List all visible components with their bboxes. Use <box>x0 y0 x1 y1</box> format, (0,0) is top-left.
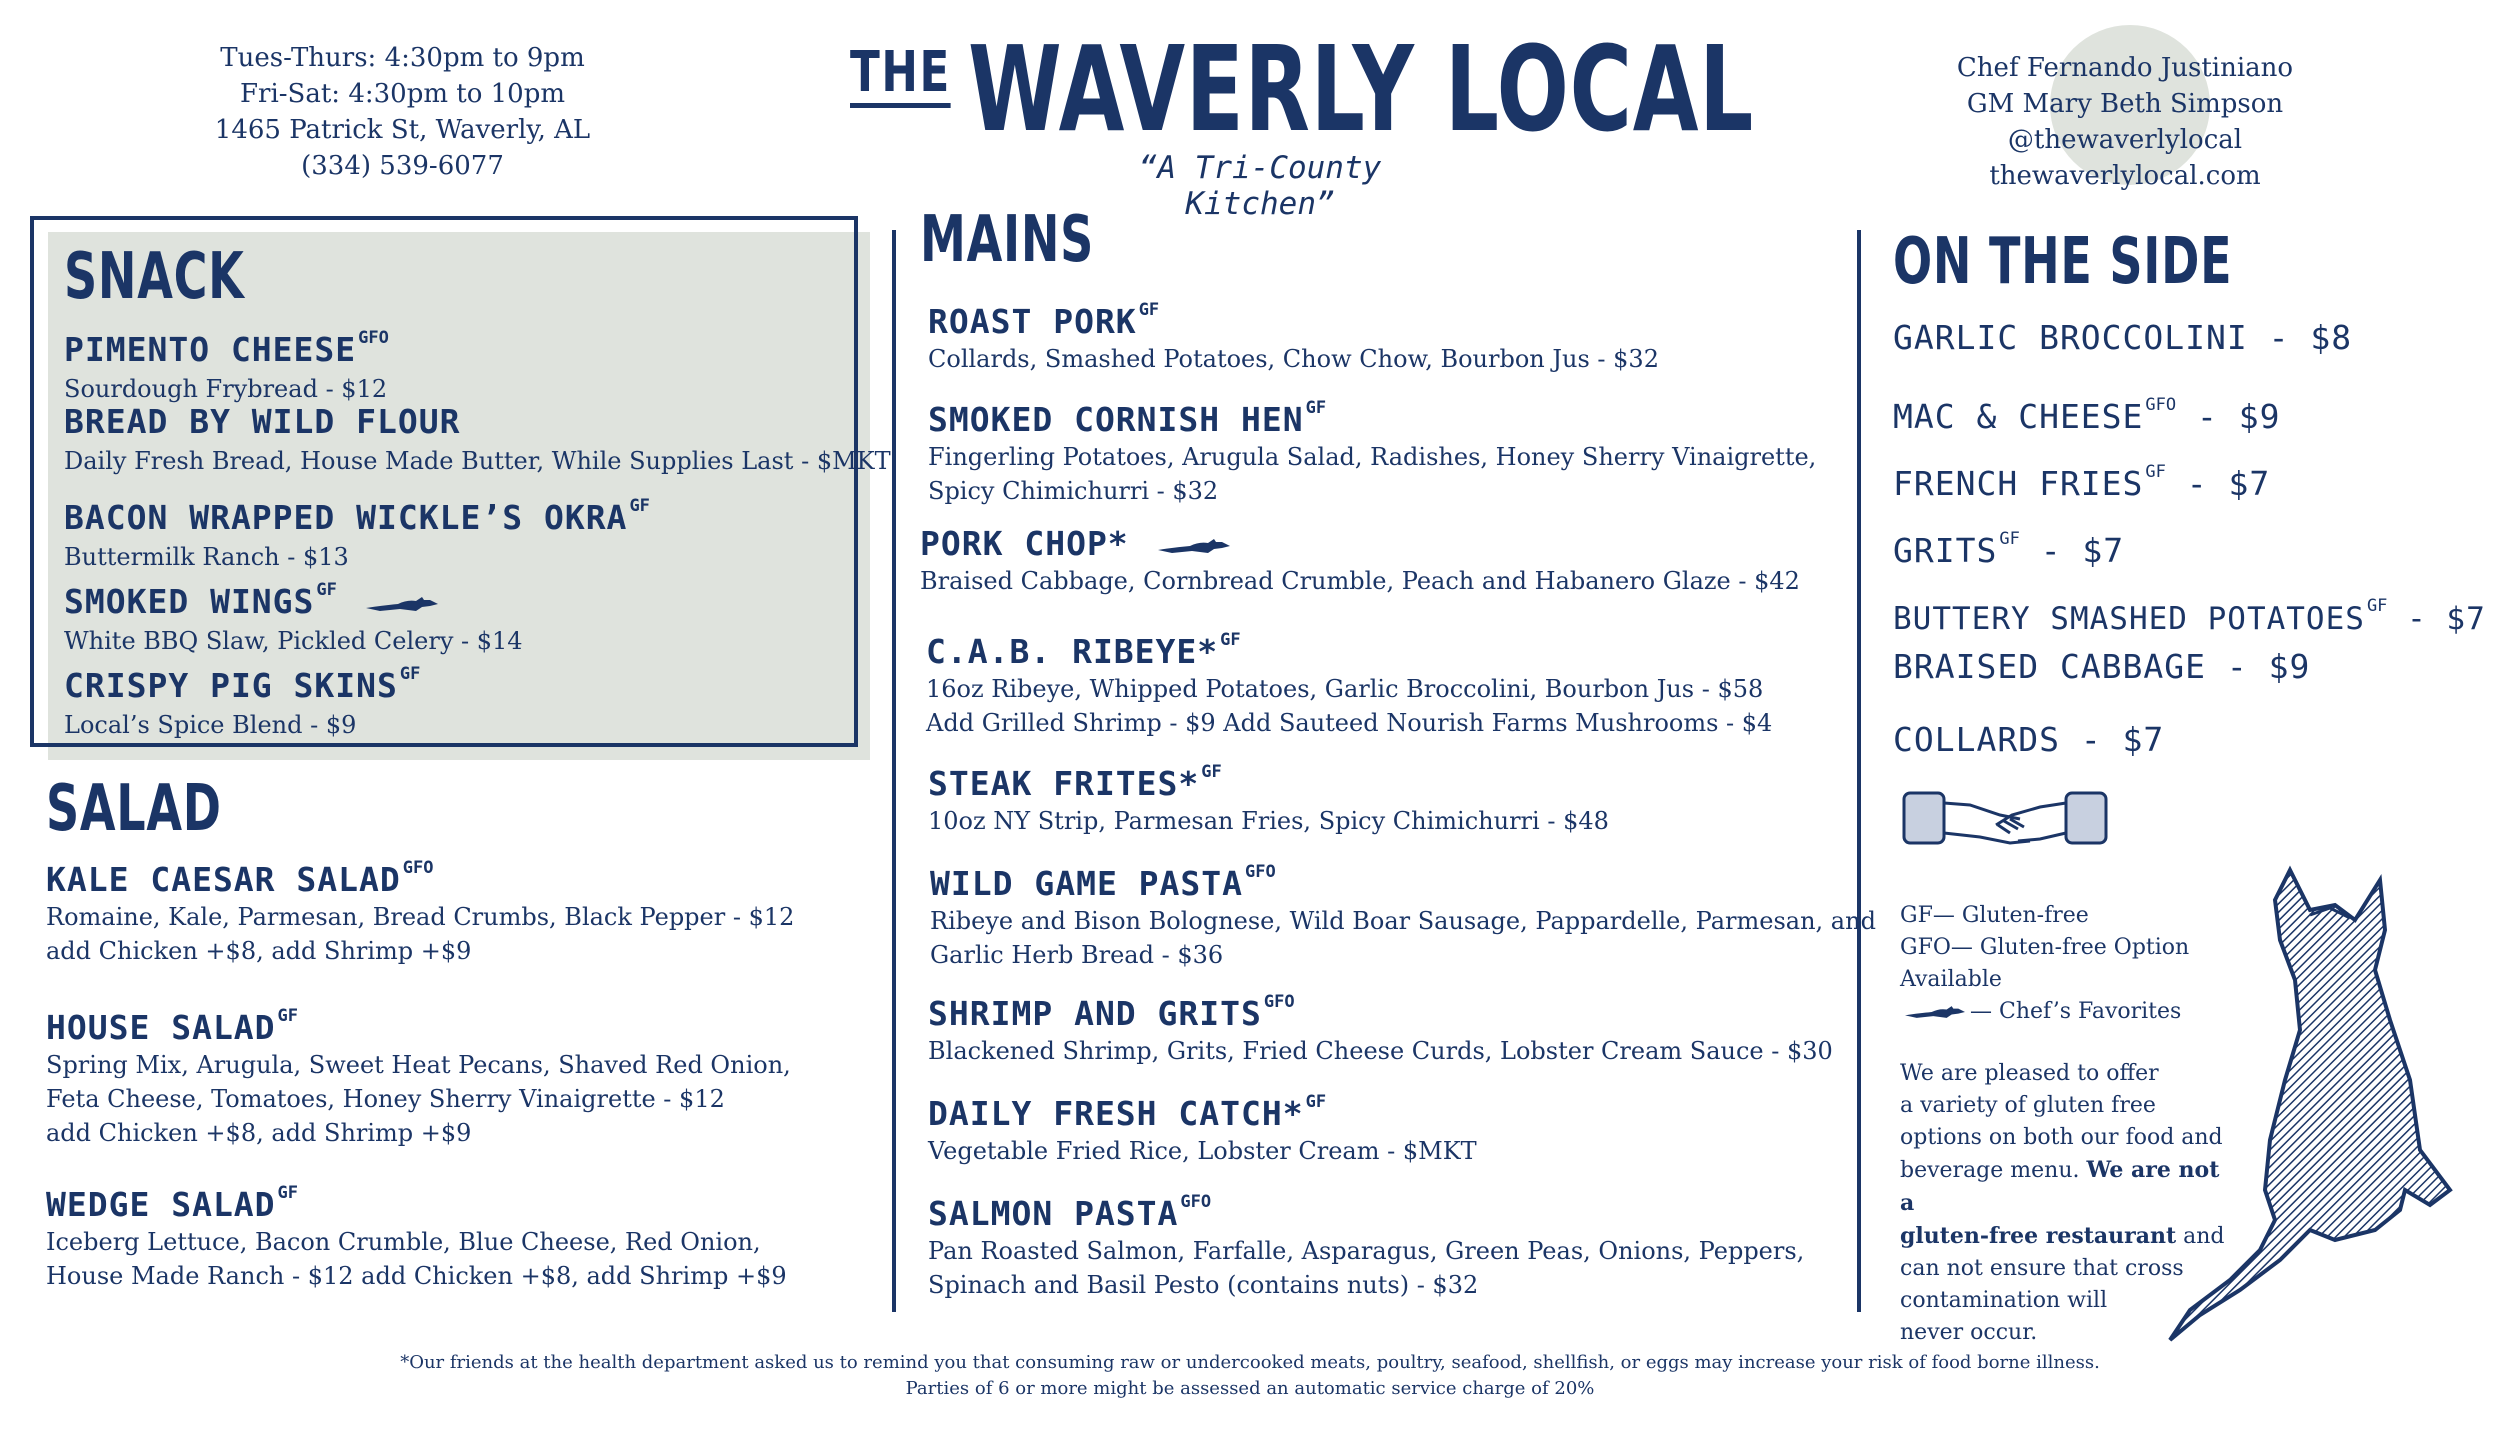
snack-item <box>64 654 420 742</box>
item-name: PIMENTO CHEESE <box>64 330 357 369</box>
item-description: Braised Cabbage, Cornbread Crumble, Peach and Habanero Glaze - $42 <box>920 567 1800 595</box>
item-name: GRITS <box>1893 531 1998 570</box>
diet-tag: GFO <box>402 858 434 878</box>
social-handle: @thewaverlylocal <box>2007 125 2243 155</box>
item-description: Daily Fresh Bread, House Made Butter, While Supplies Last - $MKT <box>64 447 891 475</box>
diet-tag: GF <box>629 496 650 516</box>
item-price: - $9 <box>2206 647 2311 686</box>
note-line: options on both our food and <box>1900 1125 2223 1150</box>
snack-item <box>64 486 650 574</box>
legend-favorites-label: — Chef’s Favorites <box>1970 999 2182 1024</box>
diet-tag: GFO <box>2145 395 2177 415</box>
item-price: - $7 <box>2019 531 2125 570</box>
item-name: WEDGE SALAD <box>46 1185 276 1224</box>
salad-item <box>46 996 791 1150</box>
item-name: SALMON PASTA <box>928 1194 1179 1233</box>
diet-tag: GF <box>1201 762 1222 782</box>
hours-and-address <box>205 40 600 184</box>
item-name: PORK CHOP* <box>920 524 1129 563</box>
item-description: Add Grilled Shrimp - $9 Add Sauteed Nourish Farms Mushrooms - $4 <box>926 709 1773 737</box>
side-item <box>1893 647 2310 687</box>
item-price: - $7 <box>2059 720 2165 759</box>
item-name: FRENCH FRIES <box>1893 464 2144 503</box>
column-divider <box>1857 230 1861 1312</box>
side-item <box>1893 452 2270 504</box>
snack-item <box>64 318 389 406</box>
item-description: Fingerling Potatoes, Arugula Salad, Radishes, Honey Sherry Vinaigrette, <box>928 443 1817 471</box>
snack-item <box>64 570 523 658</box>
item-description: Spicy Chimichurri - $32 <box>928 477 1219 505</box>
mains-item <box>928 752 1609 838</box>
hours-line: Tues-Thurs: 4:30pm to 9pm <box>220 43 585 73</box>
item-price: - $8 <box>2247 318 2353 357</box>
item-price: - $7 <box>2165 464 2271 503</box>
item-description: Garlic Herb Bread - $36 <box>930 941 1224 969</box>
sitting-fox-illustration <box>2160 860 2460 1350</box>
item-description: White BBQ Slaw, Pickled Celery - $14 <box>64 627 523 655</box>
item-name: DAILY FRESH CATCH* <box>928 1094 1304 1133</box>
health-disclaimer: *Our friends at the health department asked us to remind you that consuming raw or undercooked meats, poultry, seafood, shellfish, or eggs may increase your risk of food borne illness. <box>400 1352 2100 1373</box>
side-title: ON THE SIDE <box>1893 225 2233 299</box>
side-item <box>1893 385 2280 437</box>
legend-gfo: GFO— Gluten-free Option <box>1900 935 2190 960</box>
phone-line: (334) 539-6077 <box>301 151 504 181</box>
note-line: contamination will <box>1900 1288 2108 1313</box>
item-description: House Made Ranch - $12 add Chicken +$8, add Shrimp +$9 <box>46 1262 787 1290</box>
item-description: Spring Mix, Arugula, Sweet Heat Pecans, Shaved Red Onion, <box>46 1051 791 1079</box>
mains-title: MAINS <box>920 203 1095 277</box>
item-name: CRISPY PIG SKINS <box>64 666 398 705</box>
mains-item <box>928 982 1833 1068</box>
diet-tag: GFO <box>358 328 389 348</box>
note-emphasis: We are not a <box>1900 1157 2220 1216</box>
column-divider <box>892 230 896 1312</box>
diet-tag: GF <box>277 1006 299 1026</box>
diet-tag: GF <box>1220 630 1241 650</box>
item-price: - $9 <box>2176 397 2281 436</box>
diet-tag: GFO <box>1245 862 1276 882</box>
diet-tag: GF <box>2145 462 2166 482</box>
item-description: Spinach and Basil Pesto (contains nuts) - $32 <box>928 1271 1479 1299</box>
item-description: Pan Roasted Salmon, Farfalle, Asparagus, Green Peas, Onions, Peppers, <box>928 1237 1805 1265</box>
diet-tag: GF <box>1305 398 1327 418</box>
website: thewaverlylocal.com <box>1989 161 2261 191</box>
item-description: Feta Cheese, Tomatoes, Honey Sherry Vinaigrette - $12 <box>46 1085 725 1113</box>
item-price: - $7 <box>2387 601 2486 637</box>
mains-item <box>930 852 1876 972</box>
item-description: add Chicken +$8, add Shrimp +$9 <box>46 1119 472 1147</box>
diet-tag: GF <box>316 580 337 600</box>
footer-disclaimer <box>250 1350 2250 1402</box>
side-item <box>1893 720 2164 760</box>
tagline: “A Tri-County Kitchen” <box>1138 150 1382 222</box>
service-charge-note: Parties of 6 or more might be assessed an automatic service charge of 20% <box>905 1378 1595 1399</box>
item-name: STEAK FRITES* <box>928 764 1200 803</box>
address-line: 1465 Patrick St, Waverly, AL <box>214 115 591 145</box>
item-description: Vegetable Fried Rice, Lobster Cream - $MKT <box>928 1137 1477 1165</box>
running-fox-icon <box>1156 534 1232 558</box>
item-description: 16oz Ribeye, Whipped Potatoes, Garlic Broccolini, Bourbon Jus - $58 <box>926 675 1764 703</box>
note-emphasis: gluten-free restaurant <box>1900 1223 2177 1249</box>
note-line: never occur. <box>1900 1320 2038 1345</box>
note-text: beverage menu. <box>1900 1158 2087 1183</box>
chef-name: Chef Fernando Justiniano <box>1956 53 2294 83</box>
side-item <box>1893 318 2352 358</box>
diet-tag: GF <box>2366 596 2388 616</box>
mains-item <box>920 524 1800 598</box>
legend-gf: GF— Gluten-free <box>1900 903 2089 928</box>
diet-tag: GFO <box>1263 992 1295 1012</box>
note-line: a variety of gluten free <box>1900 1093 2156 1118</box>
running-fox-icon <box>1900 1002 1970 1022</box>
item-description: Buttermilk Ranch - $13 <box>64 543 349 571</box>
diet-tag: GFO <box>1180 1192 1212 1212</box>
item-description: Romaine, Kale, Parmesan, Bread Crumbs, Black Pepper - $12 <box>46 903 795 931</box>
salad-item <box>46 1173 787 1293</box>
mains-item <box>928 290 1659 376</box>
side-item <box>1893 519 2124 571</box>
gm-name: GM Mary Beth Simpson <box>1966 89 2284 119</box>
item-description: Sourdough Frybread - $12 <box>64 375 388 403</box>
item-description: add Chicken +$8, add Shrimp +$9 <box>46 937 472 965</box>
item-name: SHRIMP AND GRITS <box>928 994 1262 1033</box>
item-name: SMOKED CORNISH HEN <box>928 400 1304 439</box>
item-name: ROAST PORK <box>928 302 1137 341</box>
item-description: Collards, Smashed Potatoes, Chow Chow, Bourbon Jus - $32 <box>928 345 1659 373</box>
item-description: Blackened Shrimp, Grits, Fried Cheese Curds, Lobster Cream Sauce - $30 <box>928 1037 1833 1065</box>
item-name: C.A.B. RIBEYE* <box>926 632 1219 671</box>
mains-item <box>928 1082 1477 1168</box>
salad-item <box>46 848 794 968</box>
item-name: BUTTERY SMASHED POTATOES <box>1893 601 2365 637</box>
handshake-icon <box>1900 785 2110 860</box>
side-item <box>1893 586 2486 639</box>
item-description: Local’s Spice Blend - $9 <box>64 711 357 739</box>
note-line: can not ensure that cross <box>1900 1256 2184 1281</box>
item-name: WILD GAME PASTA <box>930 864 1244 903</box>
item-description: Iceberg Lettuce, Bacon Crumble, Blue Cheese, Red Onion, <box>46 1228 761 1256</box>
item-name: COLLARDS <box>1893 720 2060 759</box>
logo-the: THE <box>850 45 951 108</box>
item-name: KALE CAESAR SALAD <box>46 860 401 899</box>
hours-line: Fri-Sat: 4:30pm to 10pm <box>239 79 566 109</box>
staff-and-contact <box>1900 50 2350 194</box>
diet-tag: GF <box>1999 529 2020 549</box>
snack-title: SNACK <box>64 240 245 314</box>
item-name: BACON WRAPPED WICKLE’S OKRA <box>64 498 628 537</box>
snack-item <box>64 402 891 478</box>
item-description: 10oz NY Strip, Parmesan Fries, Spicy Chimichurri - $48 <box>928 807 1609 835</box>
diet-tag: GF <box>277 1183 299 1203</box>
item-name: GARLIC BROCCOLINI <box>1893 318 2248 357</box>
note-line: We are pleased to offer <box>1900 1061 2159 1086</box>
item-description: Ribeye and Bison Bolognese, Wild Boar Sausage, Pappardelle, Parmesan, and <box>930 907 1876 935</box>
running-fox-icon <box>364 592 440 616</box>
logo-name: WAVERLY LOCAL <box>968 20 1755 158</box>
salad-title: SALAD <box>46 772 222 846</box>
legend-gfo-cont: Available <box>1900 967 2002 992</box>
diet-tag: GF <box>399 664 421 684</box>
mains-item <box>928 388 1816 508</box>
diet-tag: GF <box>1138 300 1160 320</box>
item-name: SMOKED WINGS <box>64 582 315 621</box>
item-name: BRAISED CABBAGE <box>1893 647 2207 686</box>
item-name: HOUSE SALAD <box>46 1008 276 1047</box>
item-name: BREAD BY WILD FLOUR <box>64 402 461 441</box>
diet-tag: GF <box>1305 1092 1327 1112</box>
note-text: and <box>2176 1224 2225 1249</box>
item-name: MAC & CHEESE <box>1893 397 2144 436</box>
mains-item <box>928 1182 1804 1302</box>
mains-item <box>926 620 1772 740</box>
